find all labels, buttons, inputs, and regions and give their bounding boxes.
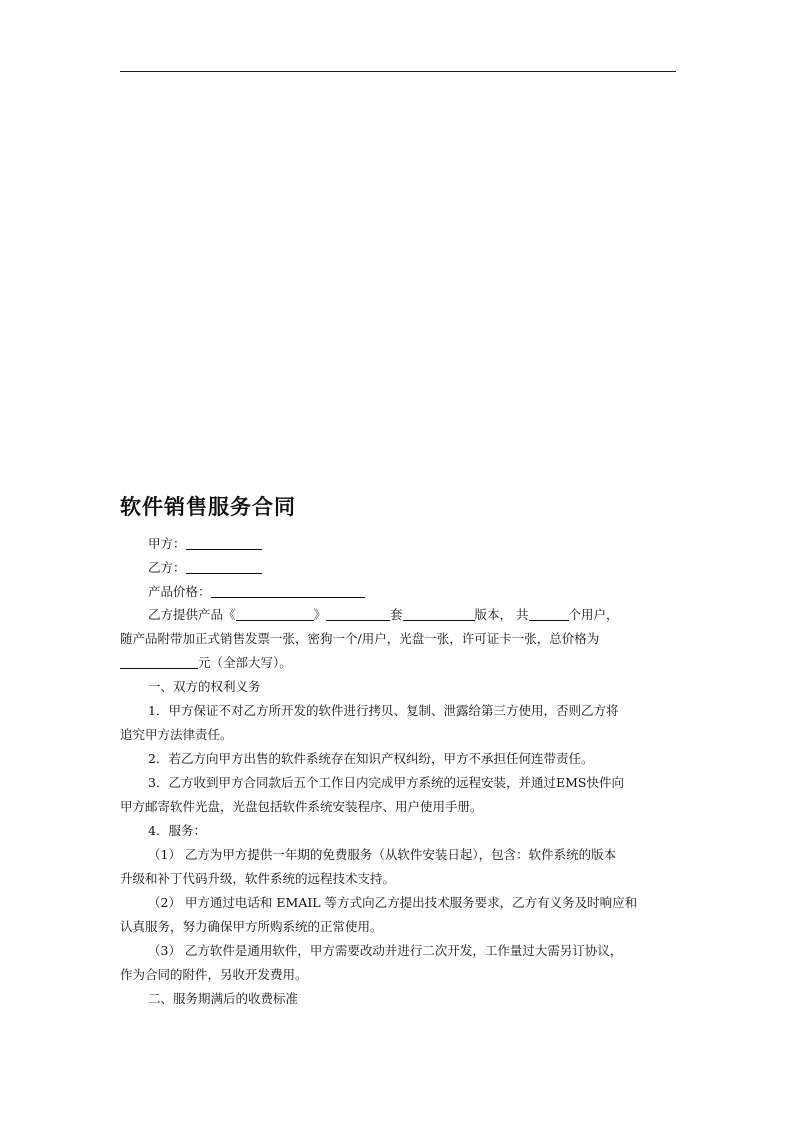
header-rule — [120, 71, 676, 72]
service-1-line-2: 升级和补丁代码升级，软件系统的远程技术支持。 — [120, 871, 396, 886]
clause-4: 4．服务： — [148, 823, 206, 838]
product-name-blank — [236, 608, 314, 621]
price-blank — [211, 585, 365, 598]
clause-3-line-1: 3．乙方收到甲方合同款后五个工作日内完成甲方系统的远程安装，并通过EMS快件向 — [148, 775, 624, 790]
clause-2: 2．若乙方向甲方出售的软件系统存在知识产权纠纷，甲方不承担任何连带责任。 — [148, 751, 594, 766]
section-1-heading: 一、双方的权利义务 — [148, 679, 261, 694]
price-label: 产品价格： — [148, 584, 211, 599]
section-2-heading: 二、服务期满后的收费标准 — [148, 991, 299, 1006]
service-1-line-1: （1） 乙方为甲方提供一年期的免费服务（从软件安装日起），包含：软件系统的版本 — [148, 847, 617, 862]
product-line-3 — [120, 655, 292, 671]
clause-1-line-1: 1．甲方保证不对乙方所开发的软件进行拷贝、复制、泄露给第三方使用，否则乙方将 — [148, 703, 619, 718]
product-line-2: 随产品附带加正式销售发票一张，密狗一个/用户，光盘一张，许可证卡一张，总价格为 — [120, 631, 600, 646]
product-text-3: 套 — [390, 607, 403, 622]
service-2-line-2: 认真服务，努力确保甲方所购系统的正常使用。 — [120, 919, 383, 934]
product-version-blank — [403, 608, 475, 621]
total-price-blank — [120, 656, 198, 669]
product-text-6: 元（全部大写）。 — [198, 655, 292, 670]
service-2-line-1: （2） 甲方通过电话和 EMAIL 等方式向乙方提出技术服务要求，乙方有义务及时响应和 — [148, 895, 638, 910]
party-b-blank — [186, 561, 262, 574]
service-3-line-1: （3） 乙方软件是通用软件，甲方需要改动并进行二次开发，工作量过大需另订协议， — [148, 943, 623, 958]
party-b-label: 乙方： — [148, 560, 186, 575]
party-a-line — [148, 536, 262, 552]
price-line — [148, 584, 365, 600]
document-title: 软件销售服务合同 — [120, 495, 296, 519]
product-text-2: 》 — [313, 607, 327, 622]
product-text-1: 乙方提供产品《 — [148, 607, 236, 622]
clause-1-line-2: 追究甲方法律责任。 — [120, 727, 233, 742]
product-text-5: 个用户， — [568, 607, 619, 622]
product-line-1 — [148, 607, 619, 623]
service-3-line-2: 作为合同的附件，另收开发费用。 — [120, 967, 308, 982]
party-a-blank — [186, 537, 262, 550]
party-a-label: 甲方： — [148, 536, 186, 551]
product-qty-blank — [326, 608, 390, 621]
party-b-line — [148, 560, 262, 576]
product-text-4: 版本， 共 — [474, 607, 529, 622]
clause-3-line-2: 甲方邮寄软件光盘，光盘包括软件系统安装程序、用户使用手册。 — [120, 799, 483, 814]
product-users-blank — [529, 608, 569, 621]
